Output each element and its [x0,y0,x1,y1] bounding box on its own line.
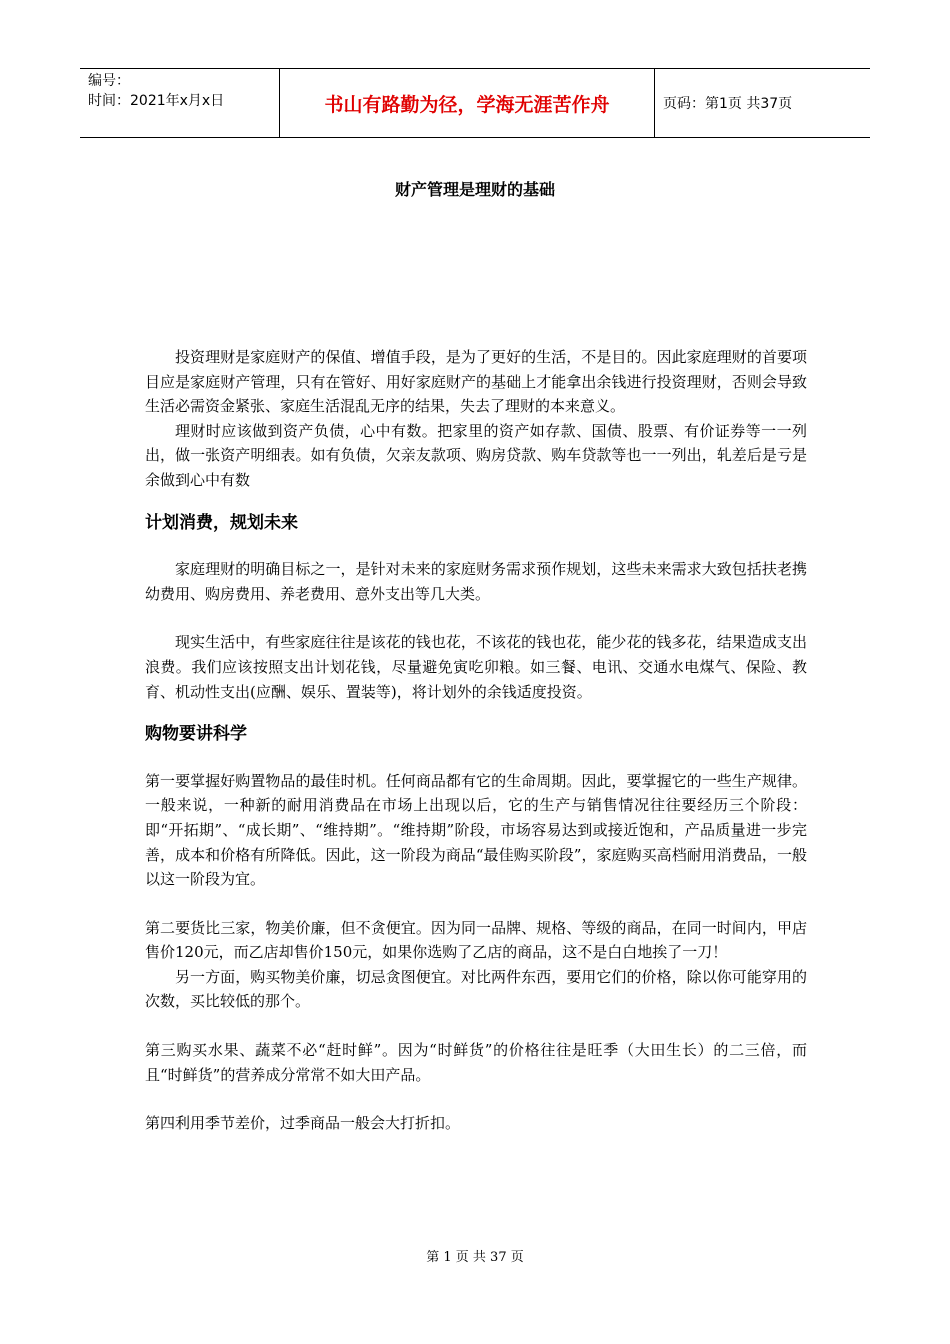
paragraph-assets: 理财时应该做到资产负债，心中有数。把家里的资产如存款、国债、股票、有价证券等一一列出，做一张资产明细表。如有负债，欠亲友款项、购房贷款、购车贷款等也一一列出，轧差后是亏是余做到心中有数 [145,421,807,489]
document-body [145,345,807,1136]
paragraph-produce: 第三购买水果、蔬菜不必“赶时鲜”。因为“时鲜货”的价格往往是旺季（大田生长）的二三倍，而且“时鲜货”的营养成分常常不如大田产品。 [145,1041,807,1084]
paragraph-intro: 投资理财是家庭财产的保值、增值手段，是为了更好的生活，不是目的。因此家庭理财的首要项目应是家庭财产管理，只有在管好、用好家庭财产的基础上才能拿出余钱进行投资理财，否则会导致生活必需资金紧张、家庭生活混乱无序的结果，失去了理财的本来意义。 [145,348,807,416]
page-footer: 第 1 页 共 37 页 [426,1250,524,1265]
document-title: 财产管理是理财的基础 [394,180,555,199]
document-date: 时间：2021年x月x日 [88,93,225,109]
paragraph-compare: 第二要货比三家，物美价廉，但不贪便宜。因为同一品牌、规格、等级的商品，在同一时间内，甲店售价120元，而乙店却售价150元，如果你选购了乙店的商品，这不是白白地挨了一刀！ [145,918,807,962]
paragraph-timing: 第一要掌握好购置物品的最佳时机。任何商品都有它的生命周期。因此，要掌握它的一些生产规律。一般来说，一种新的耐用消费品在市场上出现以后，它的生产与销售情况往往要经历三个阶段：即“开拓期”、“成长期”、“维持期”。“维持期”阶段，市场容易达到或接近饱和，产品质量进一步完善，成本和价格有所降低。因此，这一阶段为商品“最佳购买阶段”，家庭购买高档耐用消费品，一般以这一阶段为宜。 [145,771,807,889]
section-heading-shopping: 购物要讲科学 [145,724,247,745]
paragraph-spending: 现实生活中，有些家庭往往是该花的钱也花，不该花的钱也花，能少花的钱多花，结果造成支出浪费。我们应该按照支出计划花钱，尽量避免寅吃卯粮。如三餐、电讯、交通水电煤气、保险、教育、机动性支出(应酬、娱乐、置装等)，将计划外的余钱适度投资。 [145,633,807,701]
header-table [80,68,870,138]
header-page-info: 页码：第1页 共37页 [663,96,793,112]
section-heading-planning: 计划消费，规划未来 [145,512,298,533]
document-number-label: 编号： [88,73,130,89]
header-motto: 书山有路勤为径，学海无涯苦作舟 [280,69,655,137]
paragraph-season: 第四利用季节差价，过季商品一般会大打折扣。 [145,1114,461,1133]
paragraph-goals: 家庭理财的明确目标之一，是针对未来的家庭财务需求预作规划，这些未来需求大致包括扶老携幼费用、购房费用、养老费用、意外支出等几大类。 [145,560,807,603]
header-meta-cell [80,69,280,137]
paragraph-value: 另一方面，购买物美价廉，切忌贪图便宜。对比两件东西，要用它们的价格，除以你可能穿用的次数，买比较低的那个。 [145,967,807,1011]
